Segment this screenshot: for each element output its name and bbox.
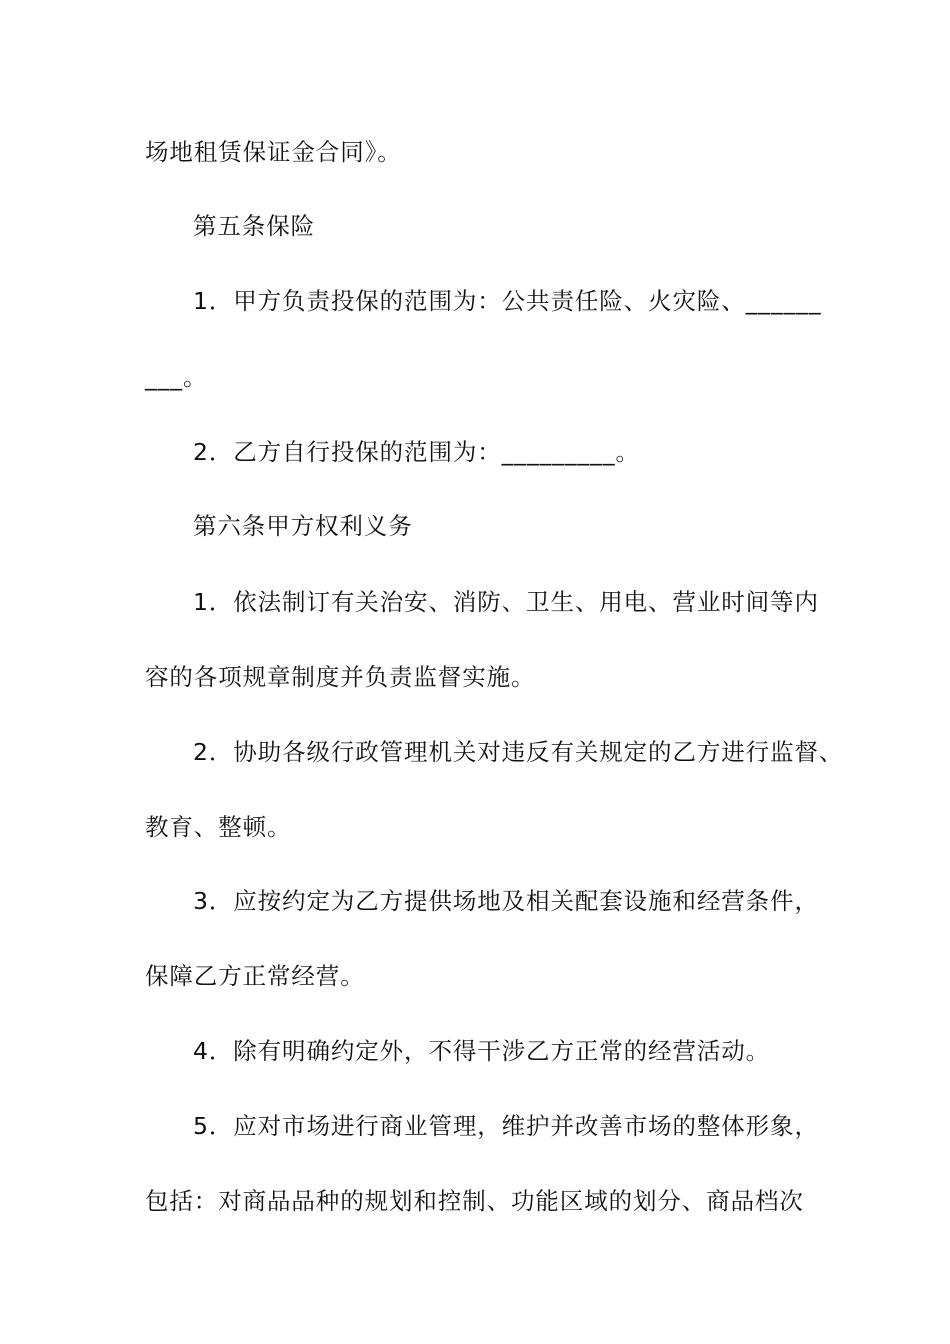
- clause-6-2-line-2: 教育、整顿。: [145, 813, 292, 841]
- clause-6-2-line-1: 2．协助各级行政管理机关对违反有关规定的乙方进行监督、: [193, 738, 844, 766]
- text-line-continuation: 场地租赁保证金合同》。: [145, 138, 402, 166]
- section-heading-article-6: 第六条甲方权利义务: [193, 512, 413, 540]
- clause-6-1-line-1: 1．依法制订有关治安、消防、卫生、用电、营业时间等内: [193, 588, 819, 616]
- clause-5-1-line-1: 1．甲方负责投保的范围为：公共责任险、火灾险、______: [193, 287, 822, 315]
- clause-5-2: 2．乙方自行投保的范围为：_________。: [193, 438, 640, 466]
- clause-5-1-line-2: ___。: [145, 363, 208, 391]
- clause-6-5-line-1: 5．应对市场进行商业管理，维护并改善市场的整体形象，: [193, 1112, 819, 1140]
- clause-6-3-line-1: 3．应按约定为乙方提供场地及相关配套设施和经营条件，: [193, 887, 819, 915]
- clause-6-1-line-2: 容的各项规章制度并负责监督实施。: [145, 663, 536, 691]
- clause-6-4: 4．除有明确约定外，不得干涉乙方正常的经营活动。: [193, 1037, 771, 1065]
- section-heading-article-5: 第五条保险: [193, 212, 315, 240]
- clause-6-3-line-2: 保障乙方正常经营。: [145, 962, 365, 990]
- clause-6-5-line-2: 包括：对商品品种的规划和控制、功能区域的划分、商品档次: [145, 1187, 804, 1215]
